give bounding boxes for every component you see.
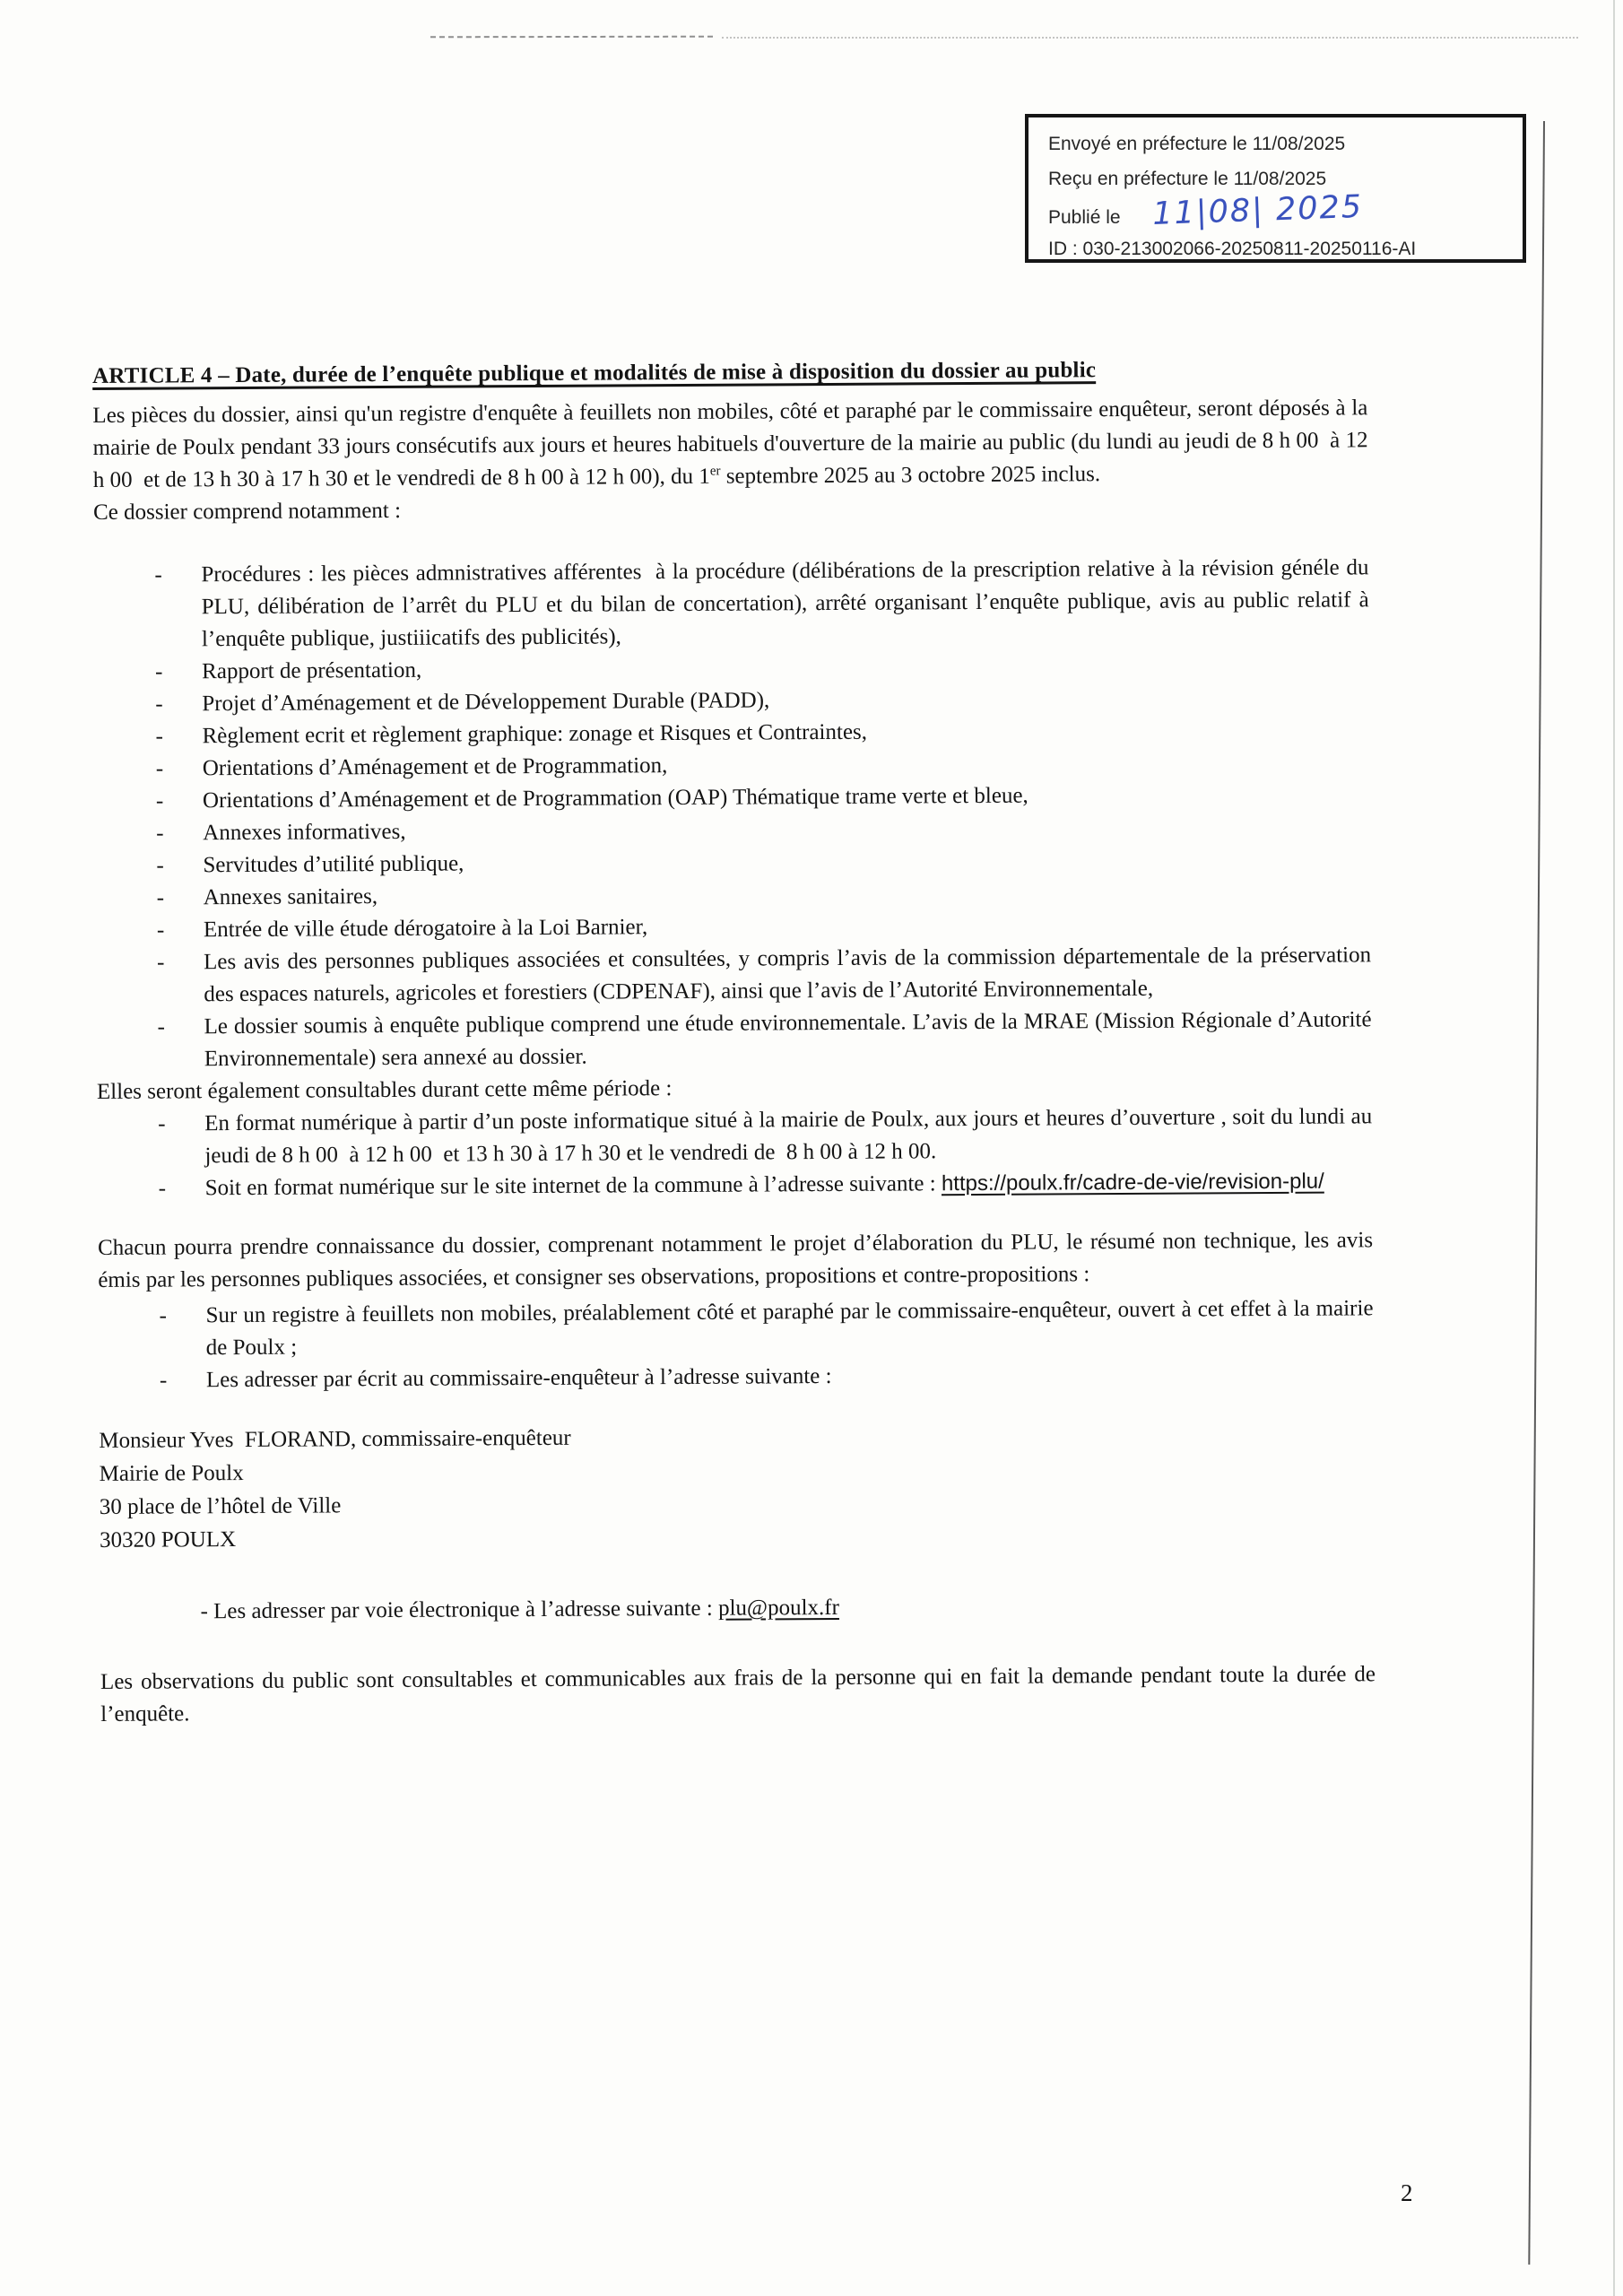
- bullet-dash: -: [155, 724, 163, 749]
- bullet-text: [206, 1357, 1374, 1396]
- list-item: [97, 1100, 1372, 1173]
- bullet-dash: -: [155, 691, 163, 717]
- paragraph: [98, 1224, 1373, 1297]
- bullet-list: [93, 552, 1371, 1076]
- paragraph: [100, 1658, 1376, 1731]
- email-link[interactable]: plu@poulx.fr: [717, 1595, 839, 1621]
- list-item: [98, 1165, 1373, 1205]
- text-run: Ce dossier comprend notamment :: [92, 498, 402, 525]
- bullet-dash: -: [159, 1368, 168, 1393]
- scan-artifact-right-line: [1528, 121, 1545, 2265]
- address-line: 30 place de l’hôtel de Ville: [99, 1493, 342, 1519]
- bullet-dash: -: [156, 853, 164, 878]
- bullet-dash: -: [155, 659, 163, 684]
- text-run: Le dossier soumis à enquête publique comprend une étude environnementale. L’avis de la MRAE (Mission Régionale d’Autorité Environnementale) sera annexé au dossier.: [204, 1007, 1372, 1072]
- text-run: Annexes sanitaires,: [203, 884, 378, 910]
- text-run: Procédures : les pièces admnistratives afférentes à la procédure (délibérations de la prescription relative à la révision généle du PLU, délibération de l’arrêt du PLU et du bilan de concertation), arrêté organisant l’enquête publique, avis au public relatif à l’enquête publique, justiiicatifs des publicités),: [201, 555, 1369, 652]
- bullet-dash: -: [155, 788, 164, 813]
- address-line: 30320 POULX: [99, 1527, 237, 1552]
- bullet-dash: -: [156, 885, 165, 910]
- address-line: Mairie de Poulx: [99, 1460, 244, 1486]
- text-run: - Les adresser par voie électronique à l’adresse suivante :: [200, 1596, 719, 1624]
- article-heading: [92, 351, 1367, 395]
- prefecture-stamp: [1025, 114, 1526, 263]
- bullet-text: [204, 1004, 1371, 1075]
- bullet-text: [205, 1292, 1373, 1364]
- text-run: Les pièces du dossier, ainsi qu'un registre d'enquête à feuillets non mobiles, côté et paraphé par le commissaire enquêteur, seront déposés à la mairie de Poulx pendant 33 jours consécutifs aux jours et heures habituels d'ouverture de la mairie au public (du lundi au jeudi de 8 h 00 à 12 h 00 et de 13 h 30 à 17 h 30 et le vendredi de 8 h 00 à 12 h 00), du 1: [92, 396, 1368, 492]
- text-run: Entrée de ville étude dérogatoire à la Loi Barnier,: [203, 915, 648, 943]
- handwritten-date: 11|08| 2025: [1151, 188, 1364, 232]
- text-run: Servitudes d’utilité publique,: [203, 851, 464, 878]
- text-run: Projet d’Aménagement et de Développement Durable (PADD),: [202, 688, 770, 717]
- scan-page-edge: [1613, 0, 1615, 2296]
- bullet-dash: -: [157, 950, 165, 975]
- text-run: Sur un registre à feuillets non mobiles, préalablement côté et paraphé par le commissaire-enquêteur, ouvert à cet effet à la mairie de Poulx ;: [205, 1296, 1374, 1361]
- website-link[interactable]: https://poulx.fr/cadre-de-vie/revision-plu/: [941, 1169, 1324, 1196]
- bullet-dash: -: [159, 1303, 167, 1328]
- text-run: Soit en format numérique sur le site internet de la commune à l’adresse suivante :: [204, 1171, 942, 1201]
- indented-line: [200, 1588, 1375, 1628]
- bullet-text: [204, 1100, 1372, 1172]
- address-block: [99, 1416, 1375, 1557]
- bullet-dash: -: [154, 562, 162, 587]
- bullet-dash: -: [158, 1176, 167, 1201]
- paragraph: [92, 392, 1368, 497]
- bullet-list: [98, 1292, 1374, 1397]
- list-item: [93, 552, 1369, 657]
- bullet-text: [201, 552, 1369, 656]
- bullet-dash: -: [155, 756, 164, 781]
- text-run: Les adresser par écrit au commissaire-enquêteur à l’adresse suivante :: [205, 1363, 832, 1393]
- bullet-dash: -: [158, 1111, 166, 1136]
- text-run: Les observations du public sont consultables et communicables aux frais de la personne qui en fait la demande pendant toute la durée de l’enquête.: [100, 1662, 1376, 1726]
- text-run: Règlement ecrit et règlement graphique: zonage et Risques et Contraintes,: [202, 719, 868, 749]
- text-run: Rapport de présentation,: [202, 657, 422, 684]
- page-number: 2: [1401, 2179, 1413, 2206]
- list-item: [96, 1004, 1371, 1076]
- bullet-list: [97, 1100, 1373, 1205]
- text-run: septembre 2025 au 3 octobre 2025 inclus.: [720, 462, 1101, 489]
- superscript: er: [709, 464, 721, 479]
- list-item: [96, 939, 1371, 1012]
- bullet-text: [205, 1165, 1373, 1205]
- list-item: [98, 1292, 1373, 1365]
- text-run: Annexes informatives,: [203, 819, 406, 846]
- stamp-received-line: Reçu en préfecture le 11/08/2025: [1048, 169, 1327, 189]
- scan-artifact-top-line: [430, 36, 713, 39]
- text-run: ARTICLE 4 – Date, durée de l’enquête publique et modalités de mise à disposition du dossier au public: [92, 358, 1097, 388]
- bullet-dash: -: [156, 918, 165, 943]
- list-item: [99, 1357, 1374, 1397]
- stamp-id-line: ID : 030-213002066-20250811-20250116-AI: [1048, 239, 1417, 259]
- address-line: Monsieur Yves FLORAND, commissaire-enquêteur: [99, 1425, 571, 1453]
- text-run: Les avis des personnes publiques associées et consultées, y compris l’avis de la commission départementale de la préservation des espaces naturels, agricoles et forestiers (CDPENAF), ainsi que l’avis de l’Autorité Environnementale,: [204, 943, 1372, 1007]
- bullet-dash: -: [156, 821, 164, 846]
- stamp-sent-line: Envoyé en préfecture le 11/08/2025: [1048, 134, 1346, 154]
- scan-artifact-top-dots: [722, 37, 1578, 39]
- text-run: En format numérique à partir d’un poste informatique situé à la mairie de Poulx, aux jours et heures d’ouverture , soit du lundi au jeudi de 8 h 00 à 12 h 00 et 13 h 30 à 17 h 30 et le vendredi de 8 h 00 à 12 h 00.: [204, 1104, 1373, 1169]
- bullet-dash: -: [157, 1014, 165, 1039]
- stamp-published-label: Publié le: [1048, 207, 1121, 228]
- paragraph: [93, 489, 1368, 529]
- text-run: Orientations d’Aménagement et de Programmation,: [202, 753, 668, 781]
- text-run: Chacun pourra prendre connaissance du dossier, comprenant notamment le projet d’élaboration du PLU, le résumé non technique, les avis émis par les personnes publiques associées, et consigner ses observations, propositions et contre-propositions :: [97, 1228, 1374, 1292]
- text-run: Orientations d’Aménagement et de Programmation (OAP) Thématique trame verte et bleue,: [202, 783, 1028, 813]
- text-run: Elles seront également consultables durant cette même période :: [96, 1076, 673, 1104]
- bullet-text: [204, 939, 1371, 1011]
- scan-content: [92, 351, 1376, 1731]
